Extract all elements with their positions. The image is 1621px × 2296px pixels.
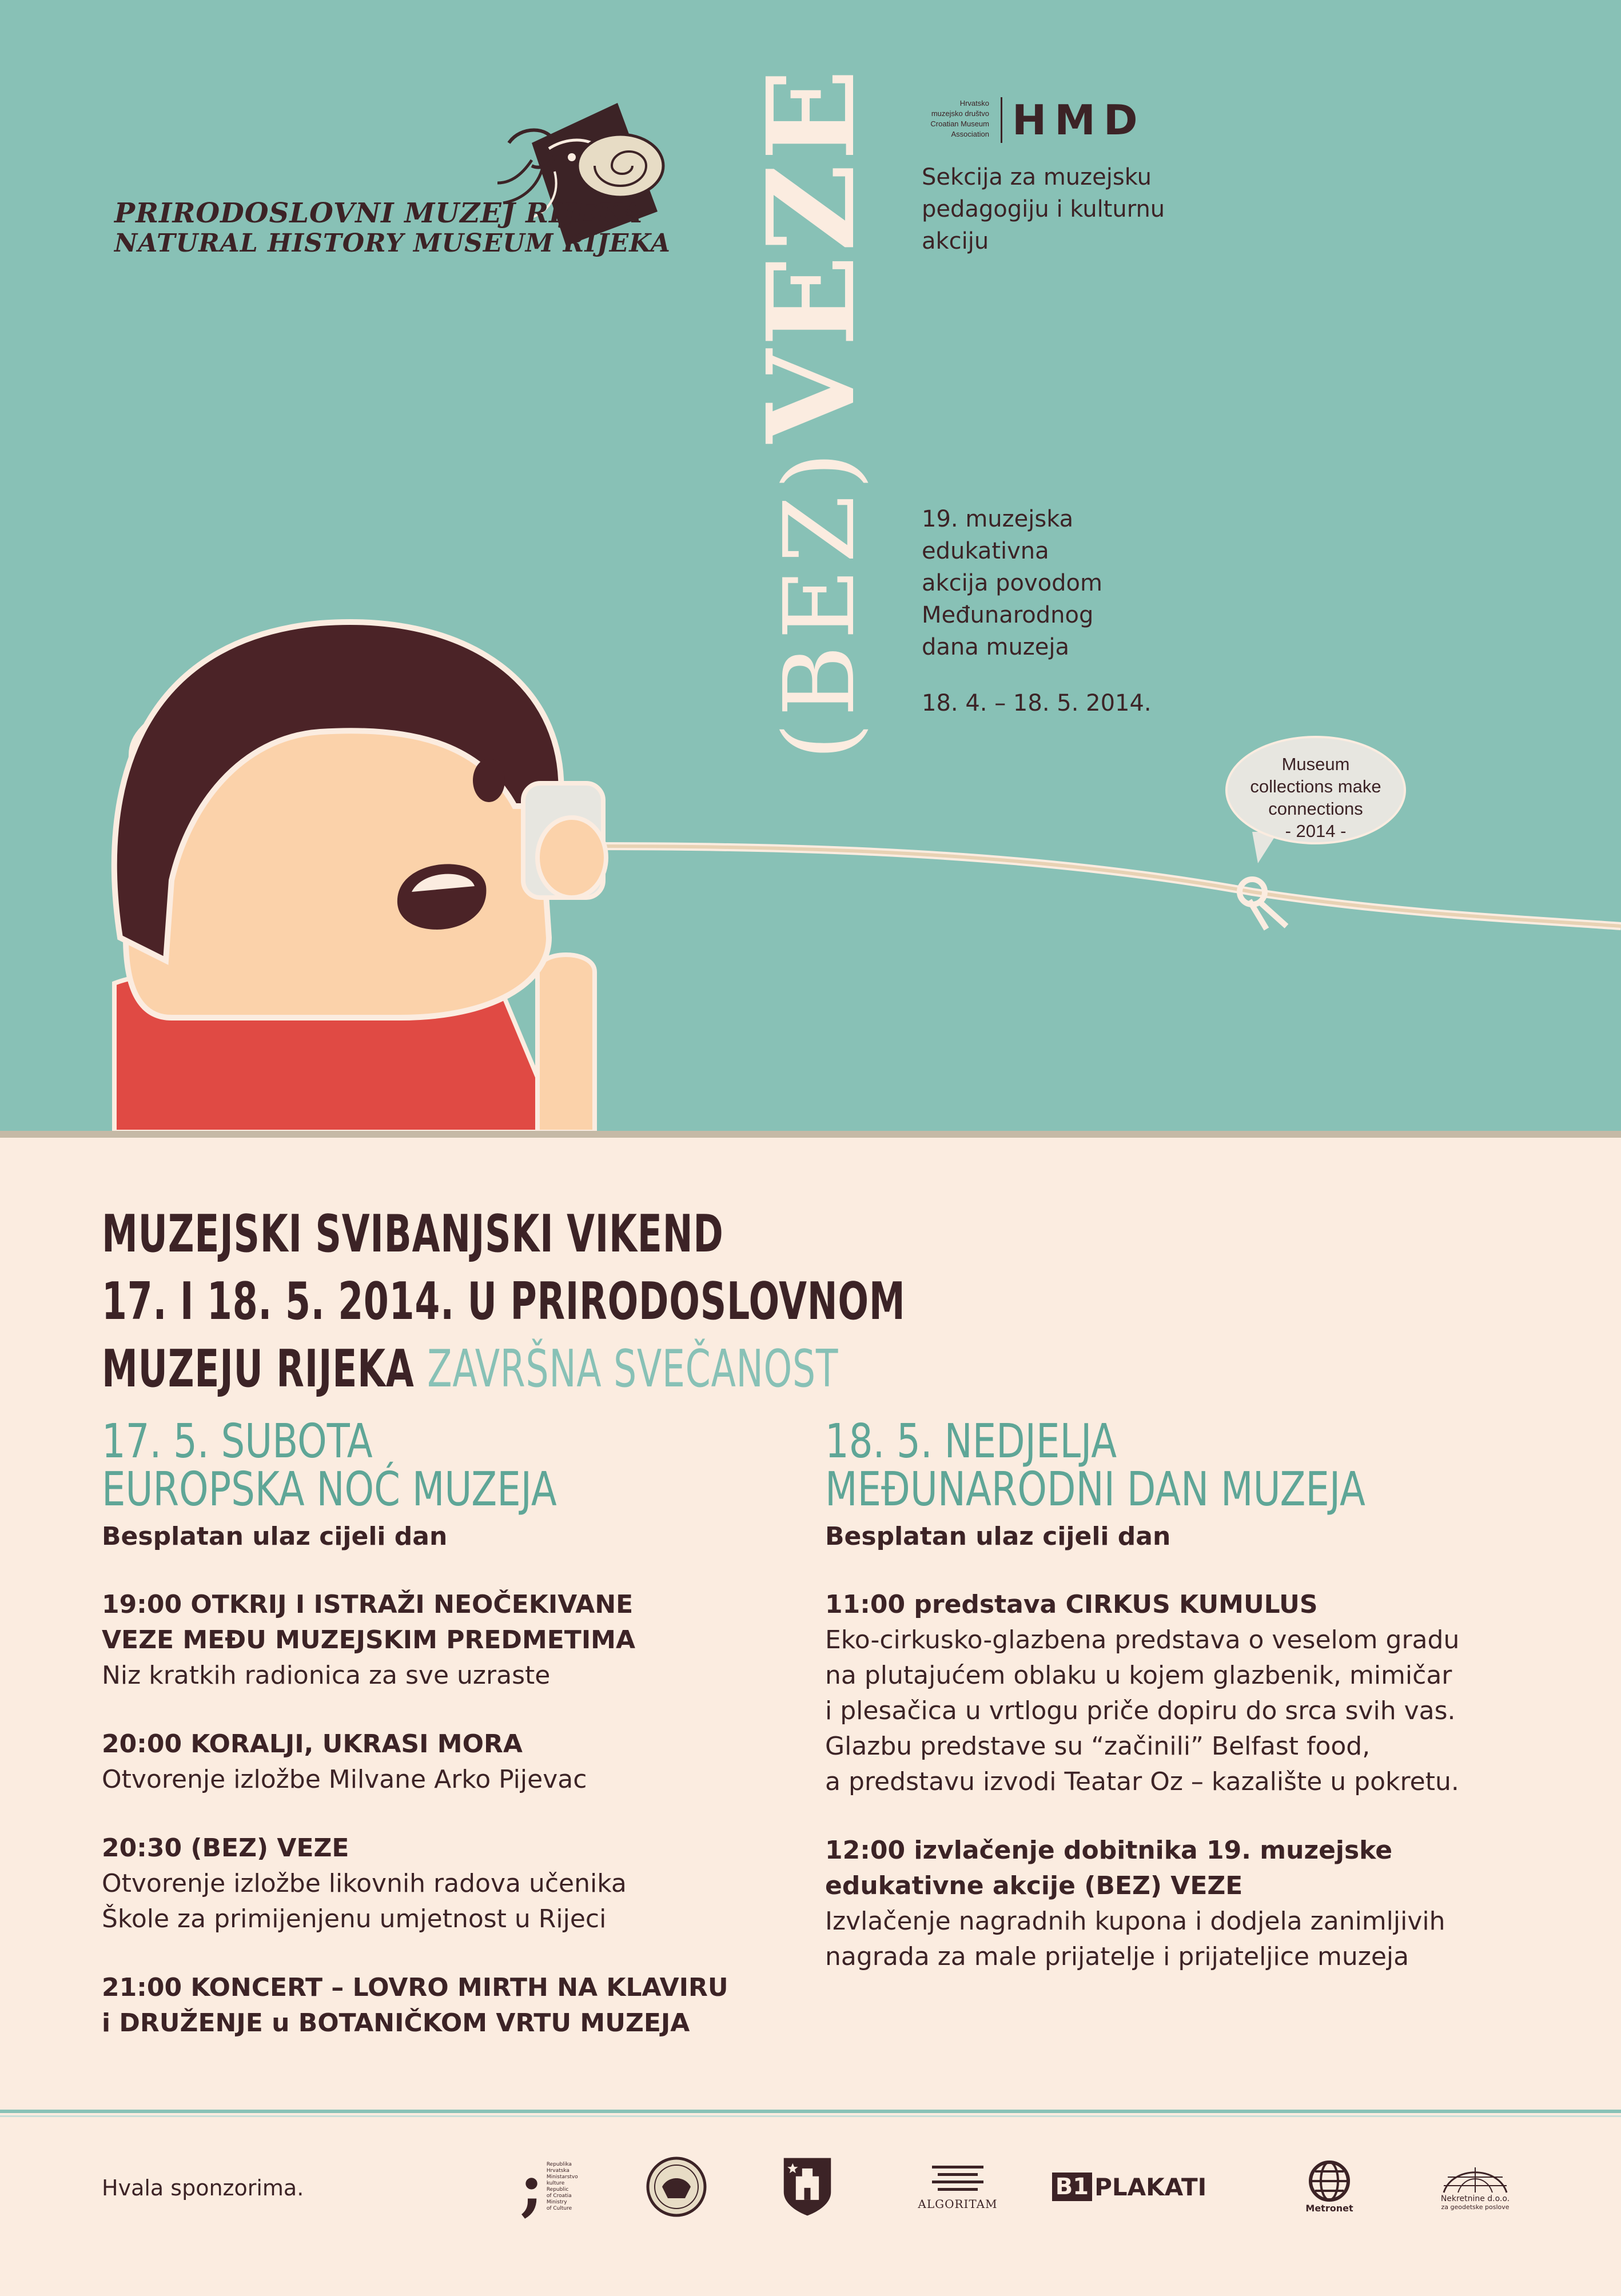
- child-illustration: [0, 617, 1621, 1131]
- algoritam-stripes-icon: [932, 2163, 983, 2197]
- saturday-free-entry: Besplatan ulaz cijeli dan: [102, 1522, 448, 1551]
- event-item: 20:30 (BEZ) VEZE Otvorenje izložbe likovnih radova učenika Škole za primijenjenu umjetnost u Rijeci: [102, 1833, 627, 1934]
- footer-divider-thin: [0, 2115, 1621, 2117]
- section-divider: [0, 1131, 1621, 1138]
- sunday-day: 18. 5. NEDJELJA: [825, 1414, 1117, 1469]
- b1-plakati-logo: B1 PLAKATI: [1069, 2155, 1189, 2218]
- program-headline: MUZEJSKI SVIBANJSKI VIKEND 17. I 18. 5. 2014. U PRIRODOSLOVNOM MUZEJU RIJEKA ZAVRŠNA SVEČANOST: [102, 1204, 906, 1399]
- hmd-divider: [1001, 97, 1002, 143]
- event-item: 19:00 OTKRIJ I ISTRAŽI NEOČEKIVANE VEZE MEĐU MUZEJSKIM PREDMETIMA Niz kratkih radionica za sve uzraste: [102, 1590, 636, 1690]
- headline-accent: ZAVRŠNA SVEČANOST: [427, 1339, 839, 1399]
- globe-icon: [1308, 2160, 1351, 2203]
- sunday-column: [825, 1414, 1546, 1975]
- county-seal-icon: [645, 2155, 708, 2218]
- sunday-name: MEĐUNARODNI DAN MUZEJA: [825, 1462, 1365, 1517]
- survey-dome-icon: [1441, 2163, 1510, 2194]
- metronet-logo: Metronet: [1298, 2155, 1361, 2218]
- event-item: 21:00 KONCERT – LOVRO MIRTH NA KLAVIRU i DRUŽENJE u BOTANIČKOM VRTU MUZEJA: [102, 1973, 728, 2038]
- poster-top-panel: [0, 0, 1621, 1131]
- hmd-association-text: Hrvatsko muzejsko društvo Croatian Museum Association: [930, 99, 989, 138]
- semicolon-icon: ;: [520, 2150, 543, 2223]
- saturday-column: [102, 1414, 811, 2041]
- saturday-day: 17. 5. SUBOTA: [102, 1414, 373, 1469]
- event-item: 11:00 predstava CIRKUS KUMULUS Eko-cirkusko-glazbena predstava o veselom gradu na plutajućem oblaku u kojem glazbenik, mimičar i plesačica u vrtlogu priče dopiru do srca svih vas. Glazbu predstave su “začinili” Belfast food, a predstavu izvodi Teatar Oz – kazalište u pokretu.: [825, 1590, 1460, 1796]
- sunday-free-entry: Besplatan ulaz cijeli dan: [825, 1522, 1171, 1551]
- city-coat-of-arms-icon: [779, 2155, 836, 2218]
- event-description: 19. muzejska edukativna akcija povodom Međunarodnog dana muzeja: [922, 506, 1102, 660]
- ministry-culture-logo: ; Republika Hrvatska Ministarstvo kulture Republic of Croatia Ministry of Culture: [520, 2150, 578, 2223]
- event-item: 20:00 KORALJI, UKRASI MORA Otvorenje izložbe Milvane Arko Pijevac: [102, 1729, 587, 1794]
- event-item: 12:00 izvlačenje dobitnika 19. muzejske edukativne akcije (BEZ) VEZE Izvlačenje nagradnih kupona i dodjela zanimljivih nagrada za male prijatelje i prijateljice muzeja: [825, 1836, 1445, 1971]
- museum-name-hr: PRIRODOSLOVNI MUZEJ RIJEKA: [114, 197, 643, 229]
- title-veze: VEZE: [740, 65, 882, 444]
- museum-name-en: NATURAL HISTORY MUSEUM RIJEKA: [114, 229, 671, 258]
- speech-bubble: Museum collections make connections - 2014 -: [1225, 736, 1406, 844]
- hmd-logo: HMD: [1012, 96, 1146, 144]
- sponsors-thanks: Hvala sponzorima.: [102, 2175, 304, 2201]
- section-text: Sekcija za muzejsku pedagogiju i kulturnu akciju: [922, 164, 1165, 254]
- algoritam-logo: ALGORITAM: [915, 2155, 1001, 2218]
- title-bez: (BEZ): [763, 446, 877, 760]
- event-dates: 18. 4. – 18. 5. 2014.: [922, 690, 1152, 716]
- nekretnine-logo: Nekretnine d.o.o. za geodetske poslove: [1424, 2155, 1527, 2218]
- saturday-name: EUROPSKA NOĆ MUZEJA: [102, 1462, 557, 1517]
- footer-divider: [0, 2110, 1621, 2113]
